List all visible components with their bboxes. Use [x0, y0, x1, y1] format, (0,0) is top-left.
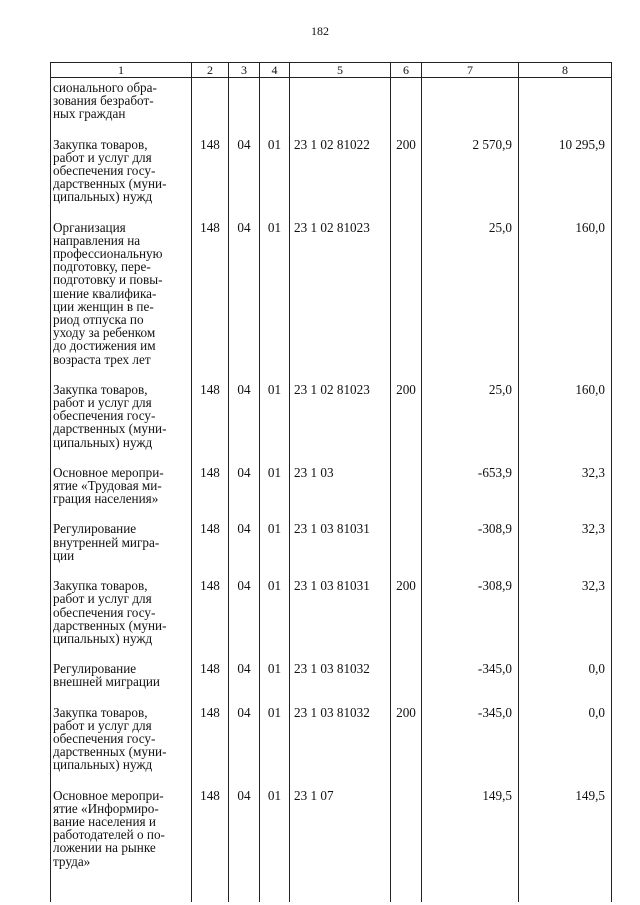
cell-target-article: 23 1 03: [290, 463, 391, 506]
header-col-1: 1: [51, 63, 192, 78]
row-gap: [51, 868, 612, 902]
cell-section: 04: [229, 463, 260, 506]
row-gap: [51, 772, 612, 786]
cell-amount-2: 0,0: [519, 659, 612, 688]
cell-expense-type: [391, 659, 422, 688]
row-description: сионального обра- зования безработ- ных граждан: [53, 80, 157, 122]
cell-amount-1: 149,5: [422, 786, 519, 868]
cell-section: 04: [229, 576, 260, 645]
cell-amount-2: 32,3: [519, 463, 612, 506]
cell-subsection: 01: [260, 135, 290, 204]
header-col-5: 5: [290, 63, 391, 78]
table-row: [51, 135, 612, 204]
row-description: Регулирование внутренней мигра- ции: [53, 521, 160, 563]
cell-description: [51, 380, 192, 449]
cell-ministry-code: 148: [192, 659, 229, 688]
cell-subsection: 01: [260, 519, 290, 562]
cell-subsection: 01: [260, 786, 290, 868]
row-description: Основное меропри- ятие «Информиро- вание населения и работодателей о по- ложении на рынке труда»: [53, 787, 165, 869]
cell-target-article: 23 1 03 81031: [290, 519, 391, 562]
cell-expense-type: [391, 519, 422, 562]
cell-subsection: 01: [260, 659, 290, 688]
cell-amount-2: 149,5: [519, 786, 612, 868]
row-gap: [51, 121, 612, 135]
cell-description: [51, 135, 192, 204]
header-col-3: 3: [229, 63, 260, 78]
row-description: Закупка товаров, работ и услуг для обеспечения госу- дарственных (муни- ципальных) нужд: [53, 381, 167, 450]
table-row: [51, 786, 612, 868]
cell-target-article: 23 1 03 81032: [290, 703, 391, 772]
table-row: [51, 78, 612, 121]
cell-subsection: 01: [260, 463, 290, 506]
cell-amount-2: 160,0: [519, 218, 612, 366]
row-description: Закупка товаров, работ и услуг для обеспечения госу- дарственных (муни- ципальных) нужд: [53, 136, 167, 205]
cell-ministry-code: 148: [192, 519, 229, 562]
cell-target-article: 23 1 03 81032: [290, 659, 391, 688]
row-description: Организация направления на профессиональную подготовку, пере- подготовку и повы- шение квалифика- ции женщин в пе- риод отпуска по уходу за ребенком до достижения им возраста трех лет: [53, 219, 163, 367]
cell-ministry-code: [192, 78, 229, 121]
row-description: Основное меропри- ятие «Трудовая ми- грация населения»: [53, 464, 164, 507]
cell-amount-1: 2 570,9: [422, 135, 519, 204]
row-description: Закупка товаров, работ и услуг для обеспечения госу- дарственных (муни- ципальных) нужд: [53, 578, 167, 646]
cell-amount-1: -308,9: [422, 519, 519, 562]
cell-amount-2: 0,0: [519, 703, 612, 772]
row-gap: [51, 562, 612, 576]
header-col-4: 4: [260, 63, 290, 78]
cell-section: 04: [229, 519, 260, 562]
cell-amount-1: -345,0: [422, 659, 519, 688]
header-col-7: 7: [422, 63, 519, 78]
row-description: Регулирование внешней миграции: [53, 661, 160, 690]
cell-section: 04: [229, 659, 260, 688]
header-row: [51, 63, 612, 78]
page-number: 182: [311, 24, 329, 38]
cell-description: [51, 786, 192, 868]
header-col-6: 6: [391, 63, 422, 78]
table-row: [51, 576, 612, 645]
cell-subsection: 01: [260, 218, 290, 366]
row-description: Закупка товаров, работ и услуг для обеспечения госу- дарственных (муни- ципальных) нужд: [53, 704, 167, 773]
header-col-8: 8: [519, 63, 612, 78]
cell-ministry-code: 148: [192, 463, 229, 506]
cell-subsection: [260, 78, 290, 121]
cell-target-article: 23 1 02 81023: [290, 218, 391, 366]
cell-amount-1: [422, 78, 519, 121]
cell-amount-1: -345,0: [422, 703, 519, 772]
cell-amount-2: [519, 78, 612, 121]
cell-ministry-code: 148: [192, 703, 229, 772]
row-gap: [51, 645, 612, 659]
cell-amount-1: -653,9: [422, 463, 519, 506]
row-gap: [51, 204, 612, 218]
cell-section: 04: [229, 703, 260, 772]
cell-section: 04: [229, 380, 260, 449]
table-row: [51, 218, 612, 366]
cell-expense-type: [391, 786, 422, 868]
row-gap: [51, 689, 612, 703]
cell-amount-2: 10 295,9: [519, 135, 612, 204]
cell-description: [51, 78, 192, 121]
cell-description: [51, 576, 192, 645]
cell-amount-2: 32,3: [519, 576, 612, 645]
cell-description: [51, 659, 192, 688]
row-gap: [51, 505, 612, 519]
cell-description: [51, 703, 192, 772]
cell-section: 04: [229, 218, 260, 366]
cell-target-article: 23 1 07: [290, 786, 391, 868]
cell-amount-1: 25,0: [422, 380, 519, 449]
budget-table: [50, 62, 612, 902]
table-row: [51, 463, 612, 506]
cell-expense-type: 200: [391, 380, 422, 449]
cell-amount-1: 25,0: [422, 218, 519, 366]
row-gap: [51, 449, 612, 463]
cell-expense-type: 200: [391, 135, 422, 204]
cell-subsection: 01: [260, 576, 290, 645]
cell-ministry-code: 148: [192, 576, 229, 645]
cell-ministry-code: 148: [192, 380, 229, 449]
cell-ministry-code: 148: [192, 786, 229, 868]
cell-subsection: 01: [260, 703, 290, 772]
table-row: [51, 519, 612, 562]
cell-section: [229, 78, 260, 121]
cell-amount-1: -308,9: [422, 576, 519, 645]
cell-target-article: 23 1 02 81023: [290, 380, 391, 449]
cell-description: [51, 463, 192, 506]
cell-expense-type: [391, 463, 422, 506]
cell-description: [51, 519, 192, 562]
table-row: [51, 659, 612, 688]
cell-section: 04: [229, 135, 260, 204]
cell-target-article: [290, 78, 391, 121]
cell-description: [51, 218, 192, 366]
cell-amount-2: 160,0: [519, 380, 612, 449]
table-row: [51, 380, 612, 449]
row-gap: [51, 366, 612, 380]
cell-ministry-code: 148: [192, 135, 229, 204]
cell-expense-type: 200: [391, 703, 422, 772]
cell-amount-2: 32,3: [519, 519, 612, 562]
cell-ministry-code: 148: [192, 218, 229, 366]
cell-section: 04: [229, 786, 260, 868]
cell-subsection: 01: [260, 380, 290, 449]
cell-target-article: 23 1 03 81031: [290, 576, 391, 645]
cell-target-article: 23 1 02 81022: [290, 135, 391, 204]
cell-expense-type: 200: [391, 576, 422, 645]
cell-expense-type: [391, 218, 422, 366]
header-col-2: 2: [192, 63, 229, 78]
cell-expense-type: [391, 78, 422, 121]
table-row: [51, 703, 612, 772]
